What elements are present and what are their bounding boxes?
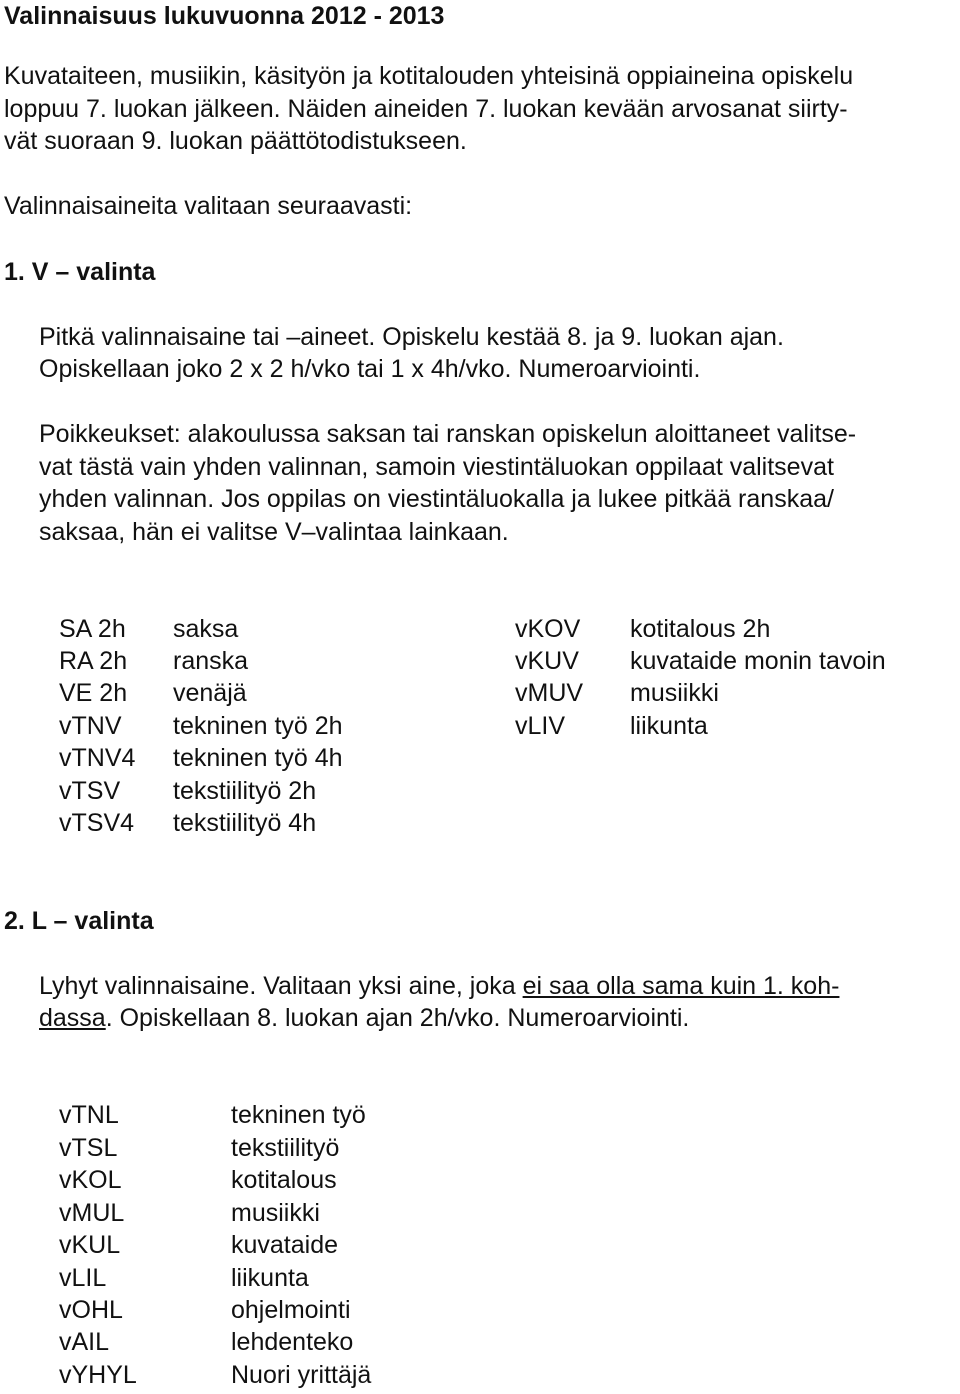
description-text: Lyhyt valinnaisaine. Valitaan yksi aine, joka [39,972,523,1000]
course-name: liikunta [231,1264,309,1292]
course-code: vYHYL [59,1361,137,1389]
section1-heading: 1. V – valinta [4,258,156,286]
course-code: vTNV4 [59,744,136,772]
description-text: . Opiskellaan 8. luokan ajan 2h/vko. Numeroarviointi. [105,1004,690,1032]
intro-line: vät suoraan 9. luokan päättötodistukseen. [4,127,467,155]
course-name: musiikki [630,679,719,707]
course-code: vMUV [515,679,584,707]
underlined-text: dassa [39,1004,106,1032]
exceptions-line: vat tästä vain yhden valinnan, samoin viestintäluokan oppilaat valitsevat [39,453,834,481]
course-code: vLIV [515,712,566,740]
course-name: tekninen työ [231,1101,366,1129]
exceptions-line: saksaa, hän ei valitse V–valintaa lainkaan. [39,518,509,546]
course-name: kotitalous 2h [630,615,771,643]
course-name: venäjä [173,679,247,707]
course-name: kotitalous [231,1166,337,1194]
course-code: vKOV [515,615,581,643]
course-name: lehdenteko [231,1328,354,1356]
intro-line: Kuvataiteen, musiikin, käsityön ja kotitalouden yhteisinä oppiaineina opiskelu [4,62,854,90]
course-name: tekstiilityö 2h [173,777,317,805]
course-code: RA 2h [59,647,128,675]
course-code: vTSL [59,1134,118,1162]
course-code: vAIL [59,1328,110,1356]
course-code: vTSV [59,777,121,805]
description-line [39,970,839,1002]
exceptions-line: Poikkeukset: alakoulussa saksan tai ranskan opiskelun aloittaneet valitse- [39,420,857,448]
course-name: tekstiilityö [231,1134,340,1162]
course-name: ohjelmointi [231,1296,351,1324]
course-code: vKUV [515,647,579,675]
course-name: tekninen työ 4h [173,744,343,772]
selection-intro: Valinnaisaineita valitaan seuraavasti: [4,192,413,220]
intro-line: loppuu 7. luokan jälkeen. Näiden aineiden 7. luokan kevään arvosanat siirty- [4,95,848,123]
underlined-text: ei saa olla sama kuin 1. koh- [522,972,840,1000]
description-line: Pitkä valinnaisaine tai –aineet. Opiskelu kestää 8. ja 9. luokan ajan. [39,323,784,351]
page-title: Valinnaisuus lukuvuonna 2012 - 2013 [4,2,445,30]
course-name: liikunta [630,712,708,740]
course-name: ranska [173,647,249,675]
course-code: vOHL [59,1296,123,1324]
course-name: tekstiilityö 4h [173,809,317,837]
course-code: SA 2h [59,615,126,643]
course-name: Nuori yrittäjä [231,1361,372,1389]
course-name: tekninen työ 2h [173,712,343,740]
course-code: vKUL [59,1231,121,1259]
course-code: vLIL [59,1264,107,1292]
description-line: Opiskellaan joko 2 x 2 h/vko tai 1 x 4h/vko. Numeroarviointi. [39,355,701,383]
course-code: vKOL [59,1166,122,1194]
course-name: saksa [173,615,239,643]
course-name: kuvataide monin tavoin [630,647,886,675]
course-code: VE 2h [59,679,128,707]
course-name: kuvataide [231,1231,339,1259]
description-line [39,1002,689,1034]
course-code: vTNV [59,712,122,740]
course-code: vTNL [59,1101,119,1129]
section2-heading: 2. L – valinta [4,907,154,935]
exceptions-line: yhden valinnan. Jos oppilas on viestintäluokalla ja lukee pitkää ranskaa/ [39,485,834,513]
course-code: vTSV4 [59,809,135,837]
course-code: vMUL [59,1199,125,1227]
course-name: musiikki [231,1199,320,1227]
